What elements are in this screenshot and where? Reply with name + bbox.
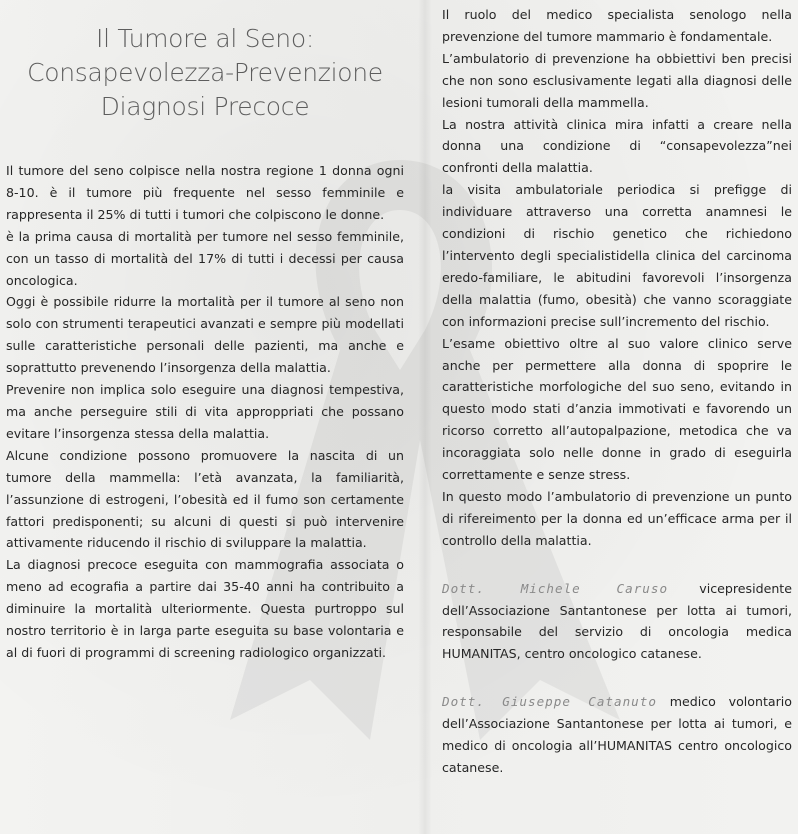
paragraph: la visita ambulatoriale periodica si prefigge di individuare attraverso una corretta anamnesi le condizioni di rischio genetico che richiedono l’intervento degli specialistidella clinica del carcinoma eredo-familiare, le abitudini favorevoli l’insorgenza della malattia (fumo, obesità) che vanno scoraggiate con informazioni precise sull’incremento del rischio. — [442, 182, 792, 329]
signature-block — [442, 578, 792, 666]
signature-name: Dott. Giuseppe Catanuto — [442, 694, 657, 710]
signature-name: Dott. Michele Caruso — [442, 580, 669, 596]
page-title — [6, 22, 404, 124]
signature-text: medico volontario dell’Associazione Santantonese per lotta ai tumori, e medico di oncologia all’HUMANITAS centro oncologico catanese. — [442, 694, 793, 775]
signature-text: vicepresidente dell’Associazione Santantonese per lotta ai tumori, responsabile del servizio di oncologia medica HUMANITAS, centro oncologico catanese. — [442, 580, 792, 662]
paragraph: è la prima causa di mortalità per tumore nel sesso femminile, con un tasso di mortalità del 17% di tutti i decessi per causa oncologica. — [6, 228, 404, 288]
title-line: Il Tumore al Seno: — [96, 24, 314, 53]
paragraph: Il ruolo del medico specialista senologo nella prevenzione del tumore mammario è fondamentale. — [442, 7, 792, 44]
paragraph: L’ambulatorio di prevenzione ha obbiettivi ben precisi che non sono esclusivamente legati alla diagnosi delle lesioni tumorali della mammella. — [442, 50, 792, 110]
title-line: Diagnosi Precoce — [100, 92, 310, 121]
paragraph: Il tumore del seno colpisce nella nostra regione 1 donna ogni 8-10. è il tumore più frequente nel sesso femminile e rappresenta il 25% di tutti i tumori che colpiscono le donne. — [6, 163, 404, 222]
signature-block — [442, 691, 792, 779]
left-body — [6, 160, 404, 664]
paragraph: Prevenire non implica solo eseguire una diagnosi tempestiva, ma anche perseguire stili di vita approppriati che possano evitare l’insorgenza stessa della malattia. — [6, 382, 404, 441]
paragraph: Alcune condizione possono promuovere la nascita di un tumore della mammella: l’età avanzata, la familiarità, l’assunzione di estrogeni, l’obesità ed il fumo son certamente fattori predisponenti; su alcuni di questi si può intervenire attivamente riducendo il rischio di sviluppare la malattia. — [6, 447, 404, 551]
left-column — [6, 0, 404, 834]
paragraph: La diagnosi precoce eseguita con mammografia associata o meno ad ecografia a partire dai 35-40 anni ha contribuito a diminuire la mortalità ulteriormente. Questa purtroppo sul nostro territorio è in larga parte eseguita su base volontaria e al di fuori di programmi di screening radiologico organizzati. — [6, 557, 404, 660]
paragraph: La nostra attività clinica mira infatti a creare nella donna una condizione di “consapevolezza”nei confronti della malattia. — [442, 116, 792, 176]
right-column — [442, 0, 792, 834]
page-fold — [418, 0, 432, 834]
title-line: Consapevolezza-Prevenzione — [27, 58, 383, 87]
paragraph: In questo modo l’ambulatorio di prevenzione un punto di rifereimento per la donna ed un’efficace arma per il controllo della malattia. — [442, 488, 792, 548]
paragraph: L’esame obiettivo oltre al suo valore clinico serve anche per permettere alla donna di spoprire le caratteristiche morfologiche del suo seno, evitando in questo modo stati d’anzia immotivati e favorendo un ricorso corretto all’autopalpazione, metodica che va incoraggiata solo nelle donne in grado di eseguirla correttamente e senze stress. — [442, 335, 792, 483]
paragraph: Oggi è possibile ridurre la mortalità per il tumore al seno non solo con strumenti terapeutici avanzati e sempre più modellati sulle caratteristiche personali delle pazienti, ma anche e soprattutto prevenendo l’insorgenza della malattia. — [6, 294, 404, 376]
right-body — [442, 4, 792, 779]
